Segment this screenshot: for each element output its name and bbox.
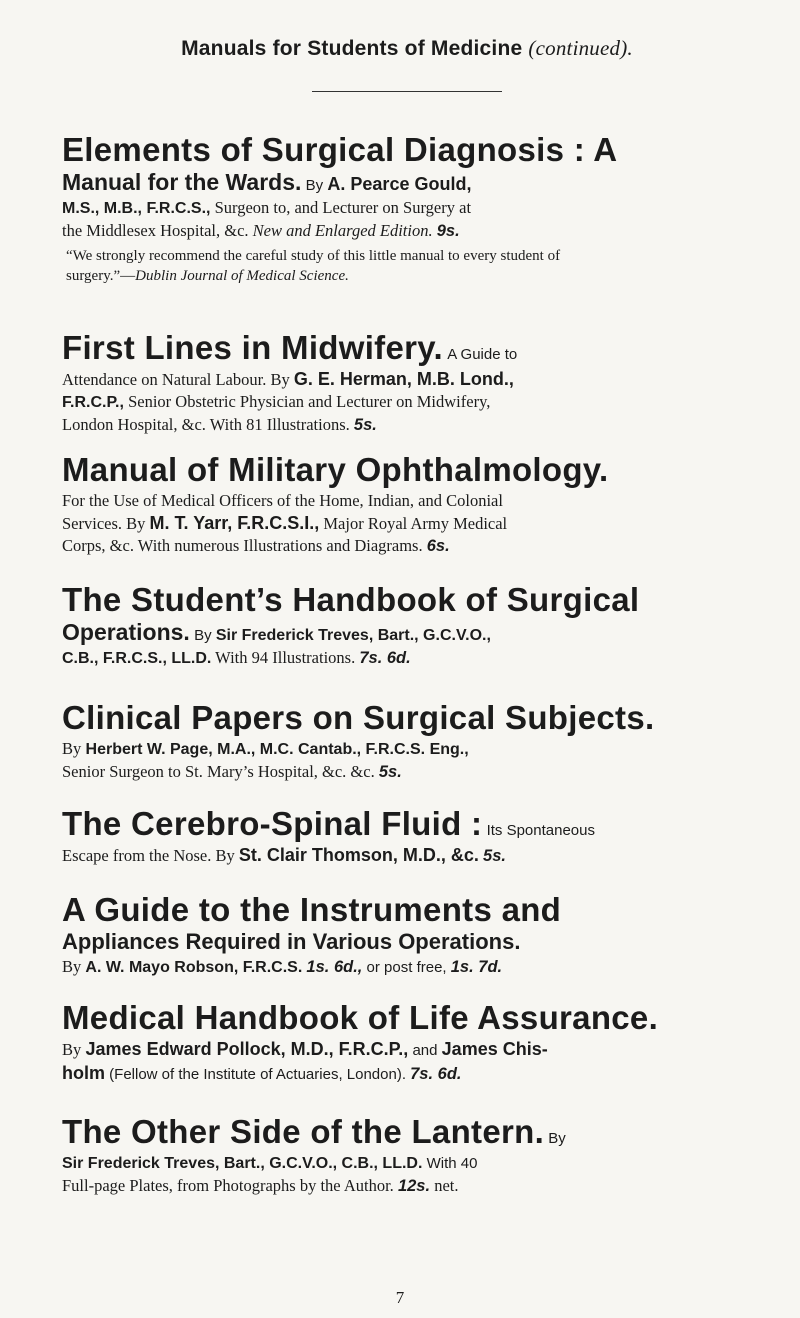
entry-author: James Edward Pollock, M.D., F.R.C.P., — [85, 1039, 409, 1059]
entry-price: 5s. — [483, 847, 506, 865]
entry-by: By — [62, 739, 82, 758]
entry-surgical-diagnosis — [62, 132, 752, 286]
entry-price: 5s. — [353, 416, 377, 434]
entry-title: The Cerebro-Spinal Fluid : — [62, 805, 483, 842]
entry-quote — [62, 246, 752, 286]
entry-title: Clinical Papers on Surgical Subjects. — [62, 699, 655, 736]
entry-price: 7s. 6d. — [410, 1065, 462, 1083]
header-rule — [312, 91, 502, 92]
entry-desc: (Fellow of the Institute of Actuaries, London). — [105, 1066, 406, 1083]
entry-desc: For the Use of Medical Officers of the Home, Indian, and Colonial — [62, 491, 503, 510]
entry-desc-2: Full-page Plates, from Photographs by the Author. — [62, 1176, 394, 1195]
entry-desc: Escape from the Nose. By — [62, 846, 235, 865]
entry-net: net. — [430, 1176, 459, 1195]
entry-title: Manual of Military Ophthalmology. — [62, 451, 609, 488]
entry-by: By — [305, 177, 324, 194]
entry-author: G. E. Herman, M.B. Lond., — [293, 369, 514, 389]
entry-desc: Attendance on Natural Labour. By — [62, 370, 290, 389]
entry-author: Herbert W. Page, M.A., M.C. Cantab., F.R.C.S. Eng., — [85, 741, 469, 758]
entry-author: A. Pearce Gould, — [327, 174, 472, 194]
entry-instruments-guide — [62, 892, 752, 979]
entry-by: By — [62, 957, 82, 976]
entry-title: First Lines in Midwifery. — [62, 329, 443, 366]
entry-edition: New and Enlarged Edition. — [252, 221, 433, 240]
quote-source: Dublin Journal of Medical Science. — [135, 268, 349, 284]
entry-author: M. T. Yarr, F.R.C.S.I., — [149, 513, 320, 533]
entry-desc: With 40 — [422, 1155, 478, 1172]
entry-desc-3: Major Royal Army Medical — [319, 514, 508, 533]
entry-title-cont: Operations. — [62, 619, 190, 645]
header-title: Manuals for Students of Medicine — [181, 37, 523, 60]
entry-price-2: 1s. 7d. — [450, 958, 503, 976]
entry-by: By — [194, 627, 212, 644]
entry-title: Elements of Surgical Diagnosis : A — [62, 131, 618, 168]
entry-price: 5s. — [378, 763, 402, 781]
entry-midwifery — [62, 330, 752, 436]
entry-title: Medical Handbook of Life Assurance. — [62, 999, 659, 1036]
entry-author-3: holm — [62, 1063, 105, 1083]
entry-author: A. W. Mayo Robson, F.R.C.S. — [85, 959, 303, 976]
entry-title-cont: Manual for the Wards. — [62, 169, 302, 195]
entry-other-side-lantern — [62, 1114, 752, 1197]
entry-surgical-operations — [62, 582, 752, 670]
page — [62, 0, 752, 1195]
header-continued: (continued). — [528, 36, 633, 60]
entry-desc: With 94 Illustrations. — [215, 648, 356, 667]
entry-subtitle: Its Spontaneous — [486, 822, 595, 839]
entry-price: 6s. — [426, 537, 450, 555]
entry-desc: or post free, — [362, 959, 451, 976]
entry-price: 1s. 6d., — [306, 958, 363, 976]
entry-author-2: C.B., F.R.C.S., LL.D. — [62, 650, 212, 667]
entry-author: Sir Frederick Treves, Bart., G.C.V.O., — [215, 627, 491, 644]
entry-desc-2: the Middlesex Hospital, &c. — [62, 221, 249, 240]
entry-title-cont: Appliances Required in Various Operations. — [62, 929, 521, 954]
entry-price: 7s. 6d. — [359, 649, 411, 667]
entry-title: The Other Side of the Lantern. — [62, 1113, 545, 1150]
quote-text-2: surgery.”— — [66, 268, 136, 284]
page-header — [62, 0, 752, 61]
page-number: 7 — [395, 1288, 405, 1307]
entry-title: A Guide to the Instruments and — [62, 891, 562, 928]
entry-clinical-papers — [62, 700, 752, 783]
entry-title: The Student’s Handbook of Surgical — [62, 581, 640, 618]
entry-by: By — [62, 1040, 82, 1059]
entry-desc-3: London Hospital, &c. With 81 Illustrations. — [62, 415, 350, 434]
entry-military-ophthalmology — [62, 452, 752, 557]
entry-desc-4: Corps, &c. With numerous Illustrations and Diagrams. — [62, 536, 423, 555]
entry-author: Sir Frederick Treves, Bart., G.C.V.O., C.B., LL.D. — [62, 1155, 423, 1172]
entry-price: 12s. — [397, 1177, 431, 1195]
quote-text: “We strongly recommend the careful study of this little manual to every student of — [66, 248, 561, 264]
entry-price: 9s. — [436, 222, 460, 240]
entry-desc-2: Services. By — [62, 514, 146, 533]
entry-quals: M.S., M.B., F.R.C.S., — [62, 200, 211, 217]
entry-by: By — [548, 1130, 566, 1147]
entry-desc: Senior Surgeon to St. Mary’s Hospital, &c. &c. — [62, 762, 375, 781]
entry-quals: F.R.C.P., — [62, 394, 124, 411]
entry-life-assurance — [62, 1000, 752, 1086]
entry-author-2: James Chis- — [441, 1039, 548, 1059]
entry-desc: Surgeon to, and Lecturer on Surgery at — [210, 198, 472, 217]
entry-cerebro-spinal — [62, 806, 752, 867]
entry-and: and — [408, 1042, 442, 1059]
entry-subtitle: A Guide to — [447, 346, 518, 363]
entry-author: St. Clair Thomson, M.D., &c. — [238, 845, 479, 865]
entry-desc-2: Senior Obstetric Physician and Lecturer on Midwifery, — [123, 392, 491, 411]
